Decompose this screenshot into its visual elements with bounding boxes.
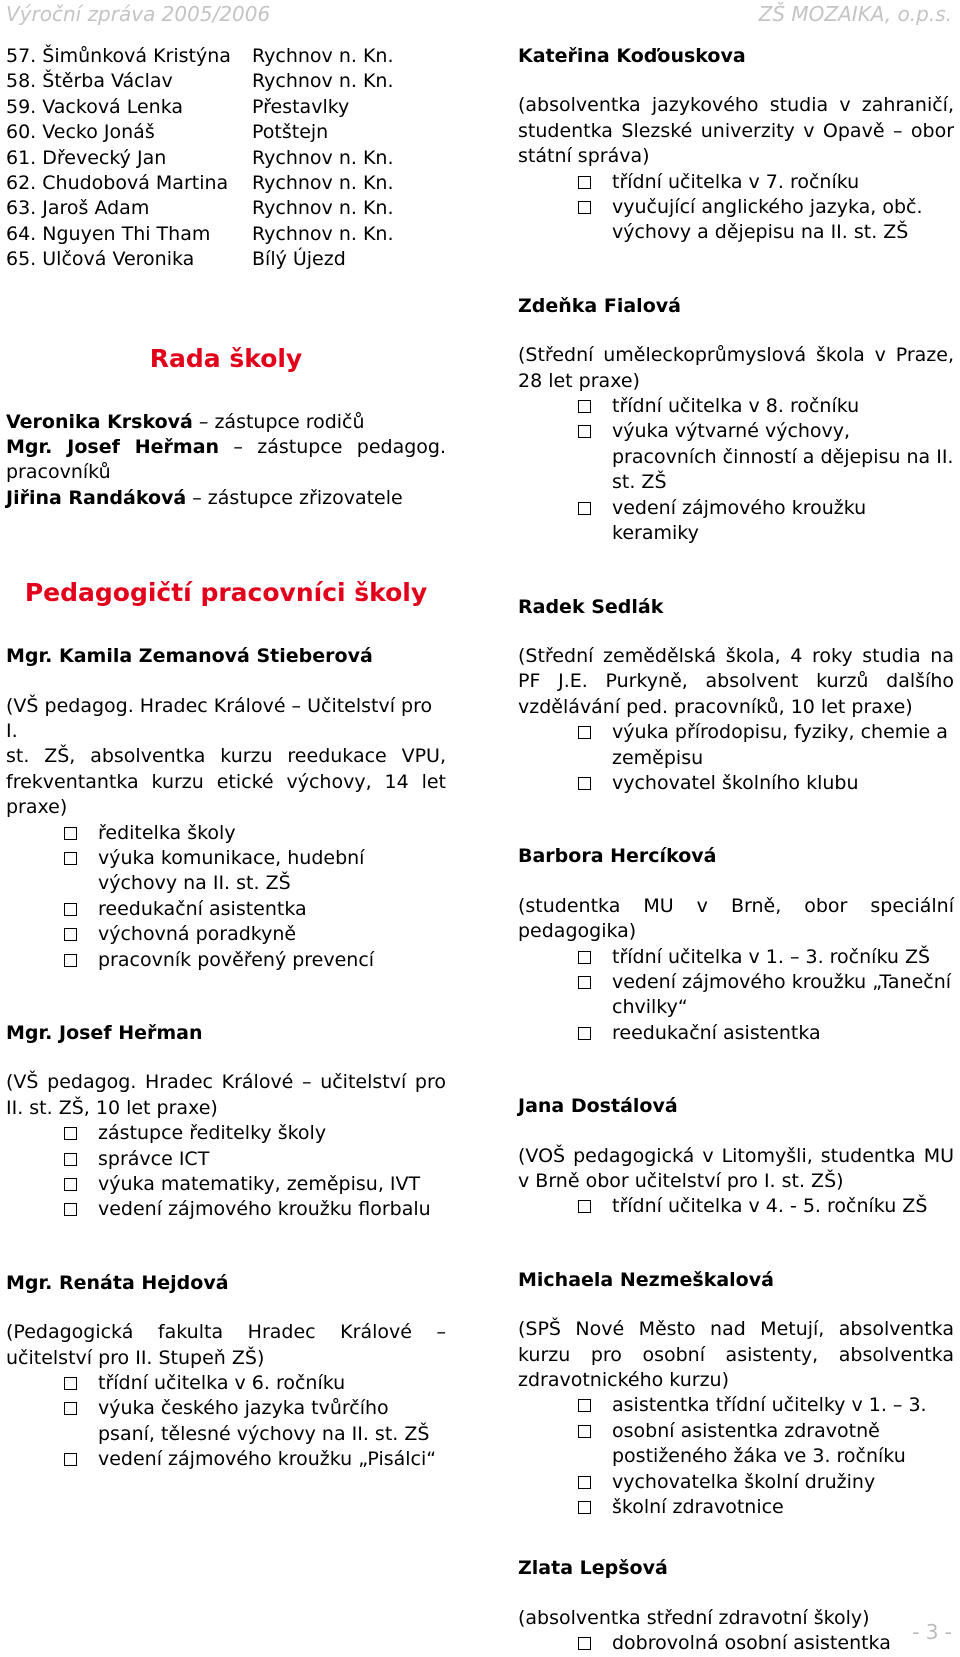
- teacher-duties: [6, 1371, 446, 1473]
- duty-item: vychovatelka školní družiny: [518, 1470, 954, 1495]
- council-member: [6, 410, 446, 435]
- pupil-name: 63. Jaroš Adam: [6, 197, 150, 220]
- checkbox-icon: [64, 903, 77, 916]
- duty-item: vychovatel školního klubu: [518, 771, 954, 796]
- checkbox-icon: [64, 1402, 77, 1415]
- checkbox-icon: [578, 1476, 591, 1489]
- duty-item: zástupce ředitelky školy: [6, 1121, 446, 1146]
- council-member-role: – zástupce pedagog.: [219, 435, 446, 458]
- page-number: - 3 -: [912, 1620, 952, 1644]
- teacher-name: Barbora Hercíková: [518, 845, 717, 868]
- duty-item: třídní učitelka v 1. – 3. ročníku ZŠ: [518, 945, 954, 970]
- duty-item: reedukační asistentka: [518, 1021, 954, 1046]
- pupil-place: Rychnov n. Kn.: [252, 197, 394, 220]
- teacher-qualification-cont: st. ZŠ, absolventka kurzu reedukace VPU, frekventantka kurzu etické výchovy, 14 let praxe): [6, 745, 446, 819]
- teacher-entry: [518, 294, 954, 547]
- council-member: [6, 486, 446, 511]
- duty-item: výuka matematiky, zeměpisu, IVT: [6, 1172, 446, 1197]
- pupil-name: 58. Štěrba Václav: [6, 70, 173, 93]
- teacher-entry: [518, 595, 954, 797]
- pupil-place: Rychnov n. Kn.: [252, 146, 394, 169]
- checkbox-icon: [578, 176, 591, 189]
- duty-item: školní zdravotnice: [518, 1495, 954, 1520]
- teacher-name: Mgr. Kamila Zemanová Stieberová: [6, 645, 373, 668]
- council-member-name: Jiřina Randáková: [6, 486, 187, 509]
- pupil-list: [6, 44, 446, 273]
- teacher-name: Mgr. Renáta Hejdová: [6, 1271, 229, 1294]
- teacher-qualification: (VŠ pedagog. Hradec Králové – učitelství pro II. st. ZŠ, 10 let praxe): [6, 1071, 446, 1119]
- council-member-role: – zástupce rodičů: [192, 410, 365, 433]
- teachers-heading: Pedagogičtí pracovníci školy: [24, 578, 428, 608]
- pupil-name: 62. Chudobová Martina: [6, 171, 229, 194]
- teacher-duties: [518, 394, 954, 546]
- pupil-row: [6, 95, 446, 120]
- pupil-place: Přestavlky: [252, 95, 350, 118]
- checkbox-icon: [64, 1153, 77, 1166]
- teacher-entry: [518, 44, 954, 246]
- duty-item: osobní asistentka zdravotně postiženého žáka ve 3. ročníku: [518, 1419, 954, 1470]
- teacher-duties: [6, 821, 446, 973]
- teacher-qualification: (studentka MU v Brně, obor speciální pedagogika): [518, 894, 954, 943]
- teacher-qualification: (SPŠ Nové Město nad Metují, absolventka kurzu pro osobní asistenty, absolventka zdravotnického kurzu): [518, 1318, 954, 1392]
- pupil-name: 61. Dřevecký Jan: [6, 146, 167, 169]
- duty-item: vyučující anglického jazyka, obč. výchovy a dějepisu na II. st. ZŠ: [518, 195, 954, 246]
- teacher-duties: [518, 1393, 954, 1520]
- checkbox-icon: [64, 852, 77, 865]
- teacher-duties: [518, 1194, 954, 1219]
- header-organization: ZŠ MOZAIKA, o.p.s.: [758, 2, 952, 26]
- header-title: Výroční zpráva 2005/2006: [6, 2, 271, 26]
- pupil-row: [6, 247, 446, 272]
- checkbox-icon: [64, 1377, 77, 1390]
- teacher-qualification: (Pedagogická fakulta Hradec Králové – učitelství pro II. Stupeň ZŠ): [6, 1321, 446, 1369]
- pupil-row: [6, 222, 446, 247]
- left-column: [6, 44, 446, 1473]
- duty-item: vedení zájmového kroužku „Taneční chvilky“: [518, 970, 954, 1021]
- pupil-place: Rychnov n. Kn.: [252, 222, 394, 245]
- council-member-name: Mgr. Josef Heřman: [6, 435, 220, 458]
- duty-item: výchovná poradkyně: [6, 922, 446, 947]
- checkbox-icon: [64, 827, 77, 840]
- teacher-entry: [518, 1556, 954, 1656]
- pupil-name: 59. Vacková Lenka: [6, 95, 184, 118]
- teacher-name: Zdeňka Fialová: [518, 294, 681, 317]
- checkbox-icon: [578, 502, 591, 515]
- teacher-qualification: (absolventka střední zdravotní školy): [518, 1606, 870, 1629]
- duty-item: třídní učitelka v 6. ročníku: [6, 1371, 446, 1396]
- pupil-place: Potštejn: [252, 121, 329, 144]
- teacher-name: Kateřina Koďouskova: [518, 45, 746, 67]
- school-council-heading: Rada školy: [149, 343, 303, 373]
- duty-item: pracovník pověřený prevencí: [6, 948, 446, 973]
- teacher-entry: [6, 644, 446, 973]
- pupil-name: 64. Nguyen Thi Tham: [6, 222, 211, 245]
- duty-item: výuka výtvarné výchovy, pracovních činností a dějepisu na II. st. ZŠ: [518, 419, 954, 495]
- teacher-qualification: (VOŠ pedagogická v Litomyšli, studentka MU v Brně obor učitelství pro I. st. ZŠ): [518, 1144, 954, 1192]
- checkbox-icon: [578, 726, 591, 739]
- teacher-qualification: (Střední zemědělská škola, 4 roky studia na PF J.E. Purkyně, absolvent kurzů dalšího vzdělávání ped. pracovníků, 10 let praxe): [518, 644, 954, 718]
- duty-item: třídní učitelka v 4. - 5. ročníku ZŠ: [518, 1194, 954, 1219]
- teacher-qualification: (VŠ pedagog. Hradec Králové – Učitelství pro I.: [6, 694, 433, 742]
- teacher-name: Michaela Nezmeškalová: [518, 1268, 774, 1291]
- council-member-role-cont: pracovníků: [6, 461, 111, 484]
- checkbox-icon: [578, 1027, 591, 1040]
- duty-item: asistentka třídní učitelky v 1. – 3.: [518, 1393, 954, 1418]
- teacher-duties: [518, 945, 954, 1047]
- teacher-entry: [518, 1094, 954, 1220]
- council-member-role: – zástupce zřizovatele: [186, 486, 403, 509]
- duty-item: reedukační asistentka: [6, 897, 446, 922]
- pupil-row: [6, 120, 446, 145]
- pupil-place: Rychnov n. Kn.: [252, 45, 394, 67]
- pupil-place: Rychnov n. Kn.: [252, 70, 394, 93]
- teacher-duties: [518, 1631, 954, 1656]
- duty-item: výuka komunikace, hudební výchovy na II. st. ZŠ: [6, 846, 446, 897]
- pupil-place: Bílý Újezd: [252, 248, 346, 271]
- teacher-duties: [518, 720, 954, 796]
- checkbox-icon: [578, 425, 591, 438]
- duty-item: třídní učitelka v 8. ročníku: [518, 394, 954, 419]
- pupil-row: [6, 171, 446, 196]
- checkbox-icon: [578, 1501, 591, 1514]
- duty-item: vedení zájmového kroužku „Pisálci“: [6, 1447, 446, 1472]
- checkbox-icon: [578, 201, 591, 214]
- pupil-row: [6, 196, 446, 221]
- teacher-name: Radek Sedlák: [518, 595, 664, 618]
- teacher-duties: [6, 1121, 446, 1223]
- school-council-list: [6, 410, 446, 512]
- teacher-qualification: (absolventka jazykového studia v zahraničí, studentka Slezské univerzity v Opavě – obor státní správa): [518, 94, 954, 168]
- teacher-name: Mgr. Josef Heřman: [6, 1022, 203, 1045]
- pupil-place: Rychnov n. Kn.: [252, 171, 394, 194]
- pupil-row: [6, 146, 446, 171]
- checkbox-icon: [64, 928, 77, 941]
- teacher-entry: [6, 1021, 446, 1223]
- teacher-entry: [6, 1271, 446, 1473]
- checkbox-icon: [578, 1637, 591, 1650]
- pupil-name: 65. Ulčová Veronika: [6, 248, 195, 271]
- checkbox-icon: [578, 777, 591, 790]
- checkbox-icon: [578, 951, 591, 964]
- teacher-qualification: (Střední uměleckoprůmyslová škola v Praze, 28 let praxe): [518, 344, 954, 392]
- checkbox-icon: [64, 1178, 77, 1191]
- checkbox-icon: [578, 1425, 591, 1438]
- checkbox-icon: [64, 1453, 77, 1466]
- duty-item: výuka přírodopisu, fyziky, chemie a zeměpisu: [518, 720, 954, 771]
- checkbox-icon: [578, 976, 591, 989]
- council-member-name: Veronika Krsková: [6, 410, 193, 433]
- council-member: [6, 435, 446, 460]
- duty-item: vedení zájmového kroužku florbalu: [6, 1197, 446, 1222]
- duty-item: dobrovolná osobní asistentka: [518, 1631, 954, 1656]
- pupil-name: 60. Vecko Jonáš: [6, 121, 155, 144]
- duty-item: ředitelka školy: [6, 821, 446, 846]
- teacher-entry: [518, 1268, 954, 1521]
- duty-item: třídní učitelka v 7. ročníku: [518, 170, 954, 195]
- duty-item: výuka českého jazyka tvůrčího psaní, tělesné výchovy na II. st. ZŠ: [6, 1396, 446, 1447]
- checkbox-icon: [578, 400, 591, 413]
- checkbox-icon: [64, 954, 77, 967]
- duty-item: vedení zájmového kroužku keramiky: [518, 496, 954, 547]
- duty-item: správce ICT: [6, 1147, 446, 1172]
- pupil-row: [6, 69, 446, 94]
- checkbox-icon: [64, 1127, 77, 1140]
- teacher-entry: [518, 844, 954, 1046]
- checkbox-icon: [64, 1203, 77, 1216]
- right-column: [518, 44, 954, 1657]
- teacher-duties: [518, 170, 954, 246]
- checkbox-icon: [578, 1200, 591, 1213]
- checkbox-icon: [578, 1399, 591, 1412]
- teacher-name: Jana Dostálová: [518, 1095, 678, 1118]
- pupil-name: 57. Šimůnková Kristýna: [6, 45, 231, 67]
- teacher-name: Zlata Lepšová: [518, 1557, 668, 1580]
- pupil-row: [6, 44, 446, 69]
